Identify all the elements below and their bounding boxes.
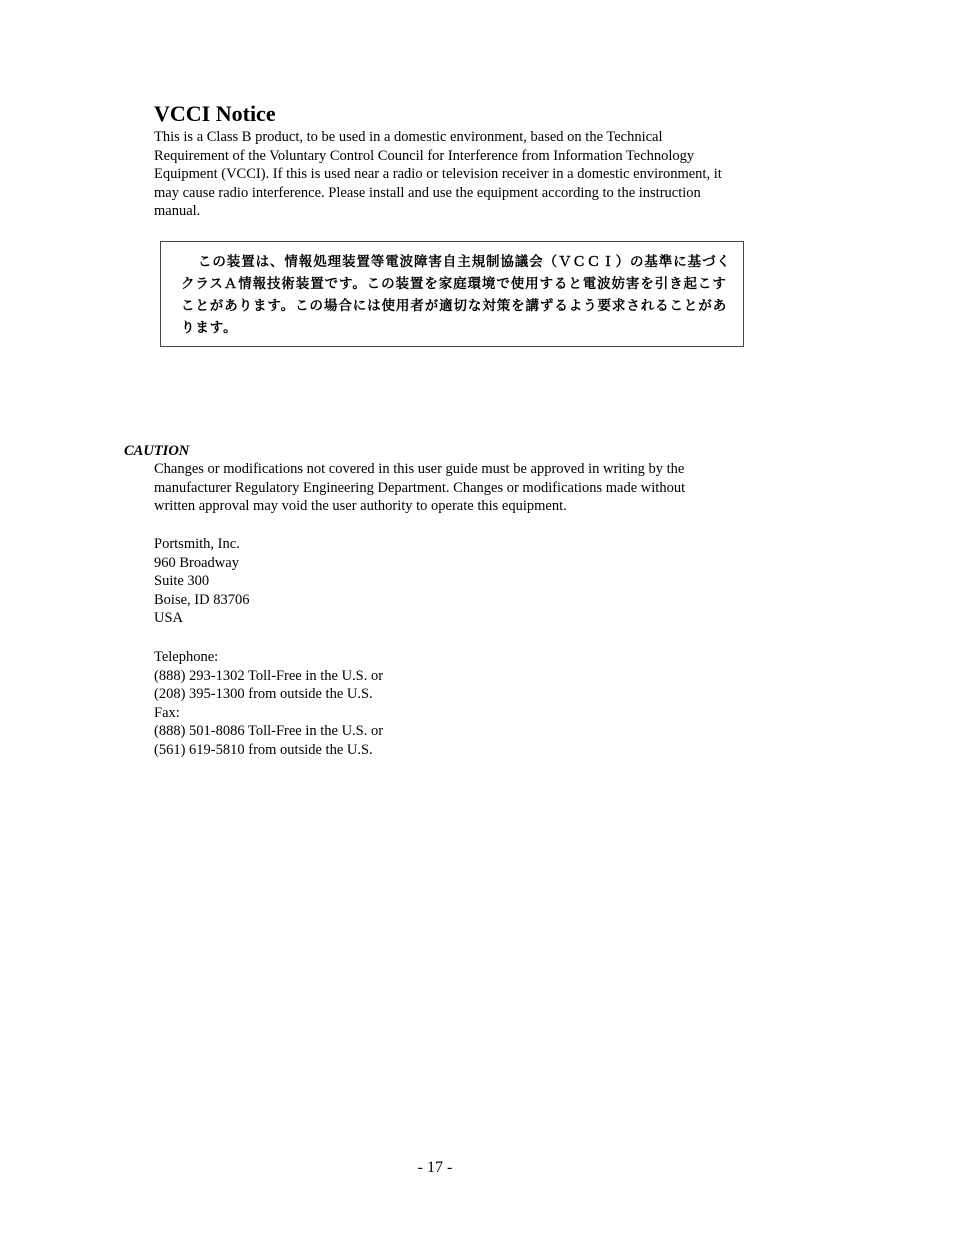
japanese-notice-text: この装置は、情報処理装置等電波障害自主規制協議会（ＶＣＣＩ）の基準に基づくクラスＡ情報技術装置です。この装置を家庭環境で使用すると電波妨害を引き起こすことがあります。この場合には使用者が適切な対策を講ずるよう要求されることがあります。: [181, 254, 731, 336]
telephone-international: (208) 395-1300 from outside the U.S.: [154, 686, 373, 703]
address-suite: Suite 300: [154, 573, 210, 590]
fax-label: Fax:: [154, 704, 180, 721]
address-country: USA: [154, 610, 184, 627]
caution-heading: CAUTION: [124, 443, 190, 459]
address-street: 960 Broadway: [154, 554, 239, 571]
fax-tollfree: (888) 501-8086 Toll-Free in the U.S. or: [154, 723, 384, 740]
japanese-notice-box: [160, 241, 744, 347]
telephone-tollfree: (888) 293-1302 Toll-Free in the U.S. or: [154, 667, 384, 684]
caution-paragraph: Changes or modifications not covered in this user guide must be approved in writing by the manufacturer Regulatory Engineering Department. Changes or modifications made without written approval may void the user authority to operate this equipment.: [154, 461, 686, 515]
fax-international: (561) 619-5810 from outside the U.S.: [154, 741, 373, 758]
telephone-label: Telephone:: [154, 649, 219, 665]
address-company-name: Portsmith, Inc.: [154, 536, 240, 552]
vcci-intro-paragraph: This is a Class B product, to be used in a domestic environment, based on the Technical Requirement of the Voluntary Control Council for Interference from Information Technology Equipment (VCCI). If this is used near a radio or television receiver in a domestic environment, it may cause radio interference. Please install and use the equipment according to the instruction manual.: [154, 129, 722, 220]
page-number: - 17 -: [417, 1159, 453, 1176]
company-address: [154, 535, 249, 628]
vcci-notice-heading: VCCI Notice: [154, 101, 276, 126]
contact-info: [154, 648, 383, 760]
address-city-state-zip: Boise, ID 83706: [154, 591, 250, 608]
